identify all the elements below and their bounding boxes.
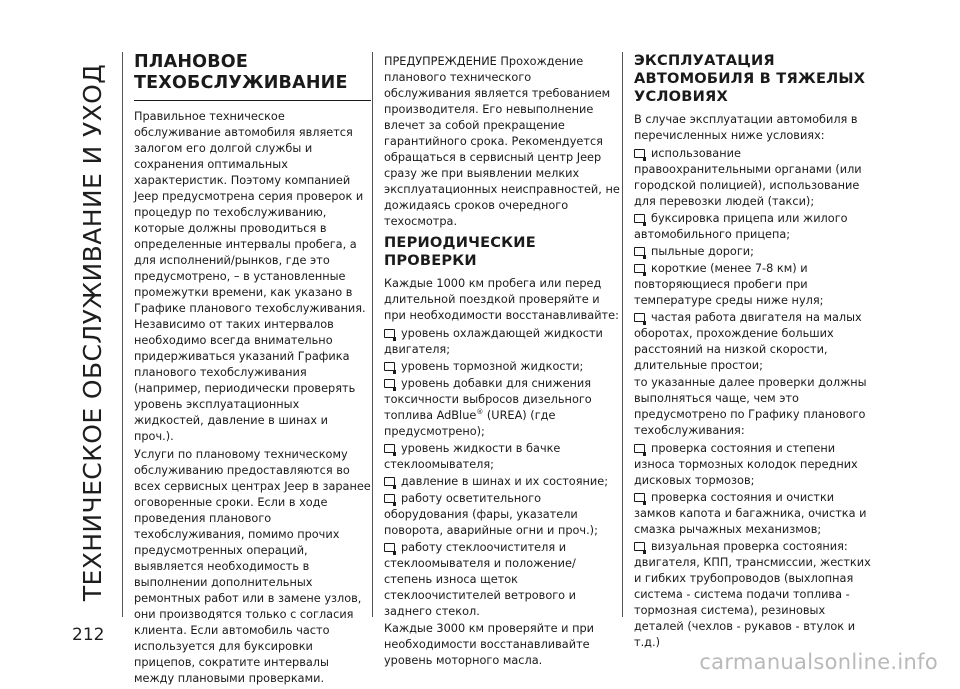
list-item-text: пыльные дороги; (651, 245, 754, 258)
list-item (634, 244, 871, 260)
list-item (634, 146, 871, 210)
list-item (634, 211, 871, 243)
list-item-text: работу стеклоочистителя и стеклоомывателя и положение/ степень износа щеток стеклоочистителей ветрового и заднего стекол. (384, 541, 577, 618)
column-scheduled-maintenance (134, 52, 371, 689)
registered-mark: ® (476, 408, 484, 417)
list-item-text: уровень жидкости в бачке стеклоомывателя; (384, 442, 561, 471)
bullet-icon (634, 444, 645, 453)
list-item (384, 326, 621, 358)
column-heavy-conditions (634, 52, 871, 652)
bullet-icon (634, 149, 645, 158)
list-item-text: использование правоохранительными органами (или городской полицией), использование для перевозки людей (такси); (634, 147, 862, 208)
heading-rule (134, 100, 371, 101)
paragraph: то указанные далее проверки должны выполняться чаще, чем это предусмотрено по Графику планового техобслуживания: (634, 376, 867, 437)
paragraph: Каждые 1000 км пробега или перед длительной поездкой проверяйте и при необходимости восстанавливайте: (384, 277, 619, 322)
list-item (384, 359, 621, 375)
bullet-icon (384, 494, 395, 503)
list-item (384, 474, 621, 490)
list-item-text: уровень тормозной жидкости; (401, 360, 584, 373)
column-divider (372, 52, 373, 617)
section-heading-periodic: ПЕРИОДИЧЕСКИЕ ПРОВЕРКИ (384, 234, 536, 269)
bullet-icon (634, 214, 645, 223)
list-item-text: частая работа двигателя на малых оборотах, прохождение больших расстояний на низкой скорости, длительные простои; (634, 311, 862, 372)
list-item-text: уровень охлаждающей жидкости двигателя; (384, 327, 603, 356)
bullet-icon (384, 477, 395, 486)
bullet-icon (634, 493, 645, 502)
list-item (634, 261, 871, 309)
bullet-icon (634, 313, 645, 322)
list-item (384, 491, 621, 539)
watermark-text: carmanualsonline.info (699, 650, 938, 674)
paragraph: В случае эксплуатации автомобиля в перечисленных ниже условиях: (634, 113, 858, 142)
column-periodic-checks (384, 54, 621, 671)
paragraph: Правильное техническое обслуживание автомобиля является залогом его долгой службы и сохранения оптимальных характеристик. Поэтому компанией Jeep предусмотрена серия проверок и процедур по техобслуживанию, которые должны проводиться в определенные интервалы пробега, а для исполнений/рынков, где это предусмотрено, – в установленные промежутки времени, как указано в Графике планового техобслуживания. Независимо от таких интервалов необходимо всегда внимательно придерживаться указаний Графика планового техобслуживания (например, периодически проверять уровень эксплуатационных жидкостей, давление в шинах и проч.). (134, 110, 366, 443)
bullet-icon (384, 444, 395, 453)
side-section-title-text: ТЕХНИЧЕСКОЕ ОБСЛУЖИВАНИЕ И УХОД (78, 63, 108, 602)
section-heading-heavy-conditions: ЭКСПЛУАТАЦИЯ АВТОМОБИЛЯ В ТЯЖЕЛЫХ УСЛОВИЯХ (634, 52, 866, 105)
list-item-text: проверка состояния и очистки замков капота и багажника, очистка и смазка рычажных механизмов; (634, 491, 867, 536)
column-divider (622, 52, 623, 617)
bullet-icon (634, 247, 645, 256)
list-item (384, 540, 621, 620)
list-item-text: визуальная проверка состояния: двигателя, КПП, трансмиссии, жестких и гибких трубопроводов (выхлопная система - система подачи топлива - тормозная система), резиновых деталей (чехлов - рукавов - втулок и т.д.) (634, 540, 871, 649)
side-section-title (72, 45, 114, 620)
page-number: 212 (72, 625, 105, 645)
warning-paragraph: ПРЕДУПРЕЖДЕНИЕ Прохождение планового технического обслуживания является требованием производителя. Его невыполнение влечет за собой прекращение гарантийного срока. Рекомендуется обращаться в сервисный центр Jeep сразу же при выявлении мелких эксплуатационных неисправностей, не дожидаясь сроков очередного техосмотра. (384, 55, 620, 228)
list-item-text: работу осветительного оборудования (фары, указатели поворота, аварийные огни и проч.); (384, 492, 598, 537)
bullet-icon (384, 379, 395, 388)
list-item (634, 539, 871, 651)
list-item-text: уровень добавки для снижения токсичности выбросов дизельного топлива AdBlue® (UREA) (где предусмотрено); (384, 377, 592, 438)
list-item-text: короткие (менее 7-8 км) и повторяющиеся пробеги при температуре среды ниже нуля; (634, 262, 824, 307)
section-heading-scheduled: ПЛАНОВОЕ ТЕХОБСЛУЖИВАНИЕ (134, 52, 348, 93)
paragraph: Услуги по плановому техническому обслуживанию предоставляются во всех сервисных центрах Jeep в заранее оговоренные сроки. Если в ходе проведения планового техобслуживания, помимо прочих предусмотренных операций, выявляется необходимость в выполнении дополнительных ремонтных работ или в замене узлов, они производятся только с согласия клиента. Если автомобиль часто используется для буксировки прицепов, сократите интервалы между плановыми проверками. (134, 448, 371, 685)
list-item-text: буксировка прицепа или жилого автомобильного прицепа; (634, 212, 848, 241)
bullet-icon (634, 542, 645, 551)
bullet-icon (634, 264, 645, 273)
bullet-icon (384, 362, 395, 371)
list-item-text: проверка состояния и степени износа тормозных колодок передних дисковых тормозов; (634, 442, 858, 487)
column-divider (122, 52, 123, 617)
list-item-text: давление в шинах и их состояние; (401, 475, 609, 488)
list-item (634, 490, 871, 538)
list-item (634, 441, 871, 489)
paragraph: Каждые 3000 км проверяйте и при необходимости восстанавливайте уровень моторного масла. (384, 622, 595, 667)
bullet-icon (384, 329, 395, 338)
list-item (634, 310, 871, 374)
list-item (384, 441, 621, 473)
list-item (384, 376, 621, 440)
bullet-icon (384, 543, 395, 552)
